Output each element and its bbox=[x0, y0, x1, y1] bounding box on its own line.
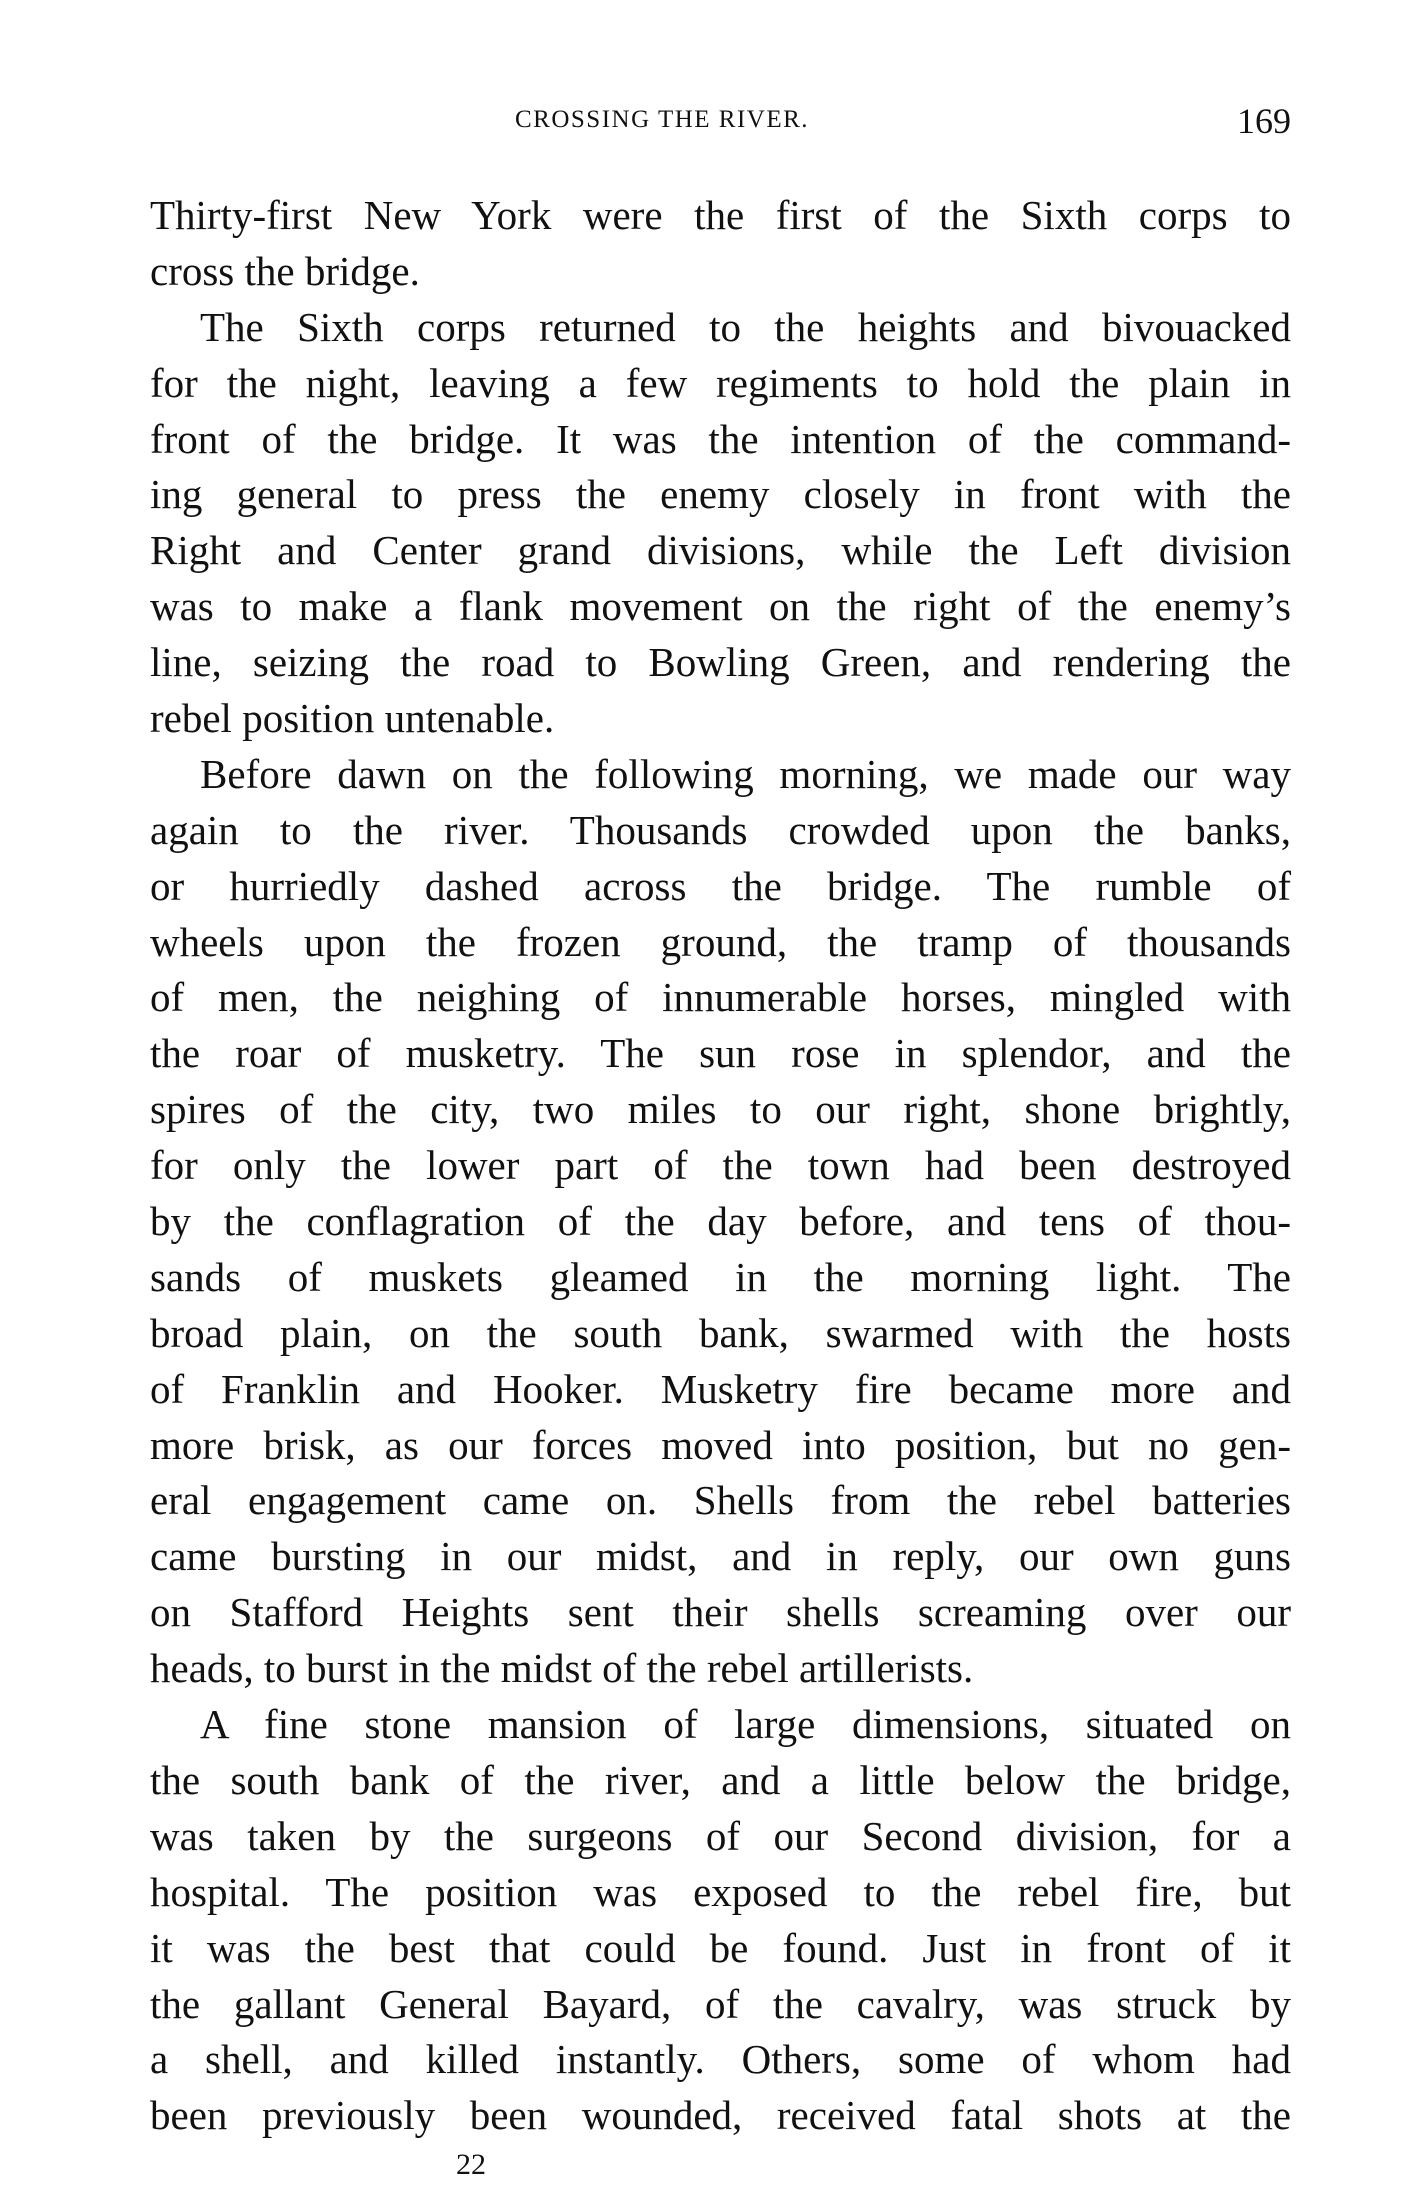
text-line: been previously been wounded, received fatal shots at the bbox=[150, 2092, 1291, 2139]
text-line: of Franklin and Hooker. Musketry fire became more and bbox=[150, 1365, 1291, 1412]
text-line: for only the lower part of the town had been destroyed bbox=[150, 1142, 1291, 1189]
text-line: again to the river. Thousands crowded upon the banks, bbox=[150, 806, 1291, 853]
text-line: heads, to burst in the midst of the rebel artillerists. bbox=[150, 1645, 974, 1692]
body-text bbox=[150, 188, 1291, 2144]
text-line: it was the best that could be found. Just in front of it bbox=[150, 1924, 1291, 1971]
text-line: came bursting in our midst, and in reply, our own guns bbox=[150, 1533, 1291, 1580]
text-line: The Sixth corps returned to the heights and bivouacked bbox=[200, 303, 1291, 350]
text-line: the roar of musketry. The sun rose in splendor, and the bbox=[150, 1030, 1291, 1077]
text-line: of men, the neighing of innumerable horses, mingled with bbox=[150, 974, 1291, 1021]
text-line: more brisk, as our forces moved into position, but no gen- bbox=[150, 1421, 1291, 1468]
text-line: on Stafford Heights sent their shells screaming over our bbox=[150, 1589, 1291, 1636]
text-line: broad plain, on the south bank, swarmed with the hosts bbox=[150, 1309, 1291, 1356]
text-line: line, seizing the road to Bowling Green, and rendering the bbox=[150, 639, 1291, 686]
text-line: front of the bridge. It was the intention of the command- bbox=[150, 415, 1291, 462]
text-line: for the night, leaving a few regiments to hold the plain in bbox=[150, 359, 1291, 406]
signature-mark: 22 bbox=[456, 2148, 486, 2181]
text-line: wheels upon the frozen ground, the tramp of thousands bbox=[150, 918, 1291, 965]
text-line: Right and Center grand divisions, while the Left division bbox=[150, 527, 1291, 574]
text-line: spires of the city, two miles to our right, shone brightly, bbox=[150, 1086, 1291, 1133]
text-line: by the conflagration of the day before, and tens of thou- bbox=[150, 1198, 1291, 1245]
text-line: ing general to press the enemy closely in front with the bbox=[150, 471, 1291, 518]
text-line: Before dawn on the following morning, we made our way bbox=[200, 750, 1291, 797]
running-title: CROSSING THE RIVER. bbox=[515, 106, 810, 133]
text-line: Thirty-first New York were the first of the Sixth corps to bbox=[150, 192, 1291, 238]
running-header bbox=[150, 100, 1291, 140]
text-line: was taken by the surgeons of our Second division, for a bbox=[150, 1812, 1291, 1859]
text-line: the gallant General Bayard, of the cavalry, was struck by bbox=[150, 1980, 1291, 2027]
page-number: 169 bbox=[1237, 101, 1291, 141]
text-line: a shell, and killed instantly. Others, some of whom had bbox=[150, 2036, 1291, 2083]
text-line: or hurriedly dashed across the bridge. The rumble of bbox=[150, 862, 1291, 909]
text-line: was to make a flank movement on the right of the enemy’s bbox=[150, 583, 1291, 630]
text-line: cross the bridge. bbox=[150, 247, 420, 294]
text-line: A fine stone mansion of large dimensions, situated on bbox=[200, 1701, 1291, 1748]
text-line: the south bank of the river, and a little below the bridge, bbox=[150, 1756, 1291, 1803]
text-line: hospital. The position was exposed to the rebel fire, but bbox=[150, 1868, 1291, 1915]
text-line: sands of muskets gleamed in the morning light. The bbox=[150, 1253, 1291, 1300]
text-line: eral engagement came on. Shells from the rebel batteries bbox=[150, 1477, 1291, 1524]
text-line: rebel position untenable. bbox=[150, 695, 555, 742]
